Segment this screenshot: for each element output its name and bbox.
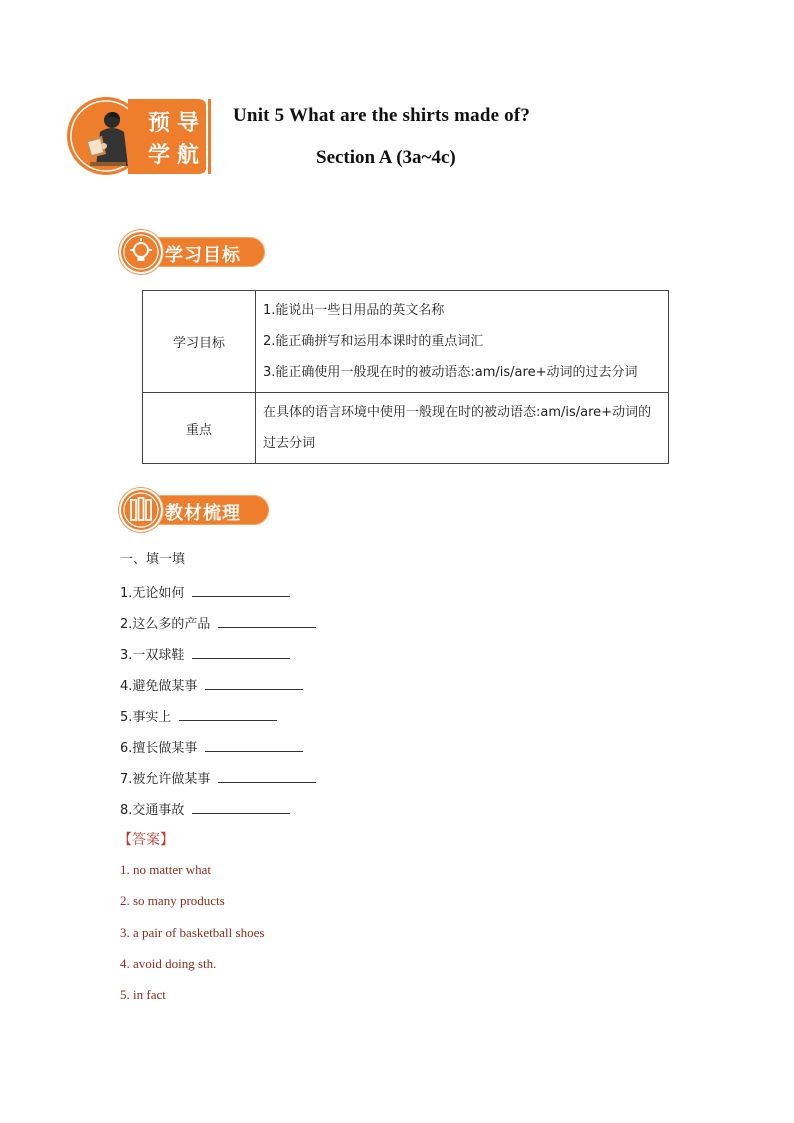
lightbulb-icon [119, 230, 163, 274]
answer-item: 2. so many products [120, 893, 225, 908]
answer-blank[interactable] [192, 646, 290, 659]
answer-blank[interactable] [218, 770, 316, 783]
badge-char-4: 航 [177, 143, 200, 168]
answer-blank[interactable] [179, 708, 277, 721]
list-item: 4.避免做某事 [120, 675, 303, 694]
answer-item: 4. avoid doing sth. [120, 956, 217, 971]
list-item: 2.这么多的产品 [120, 613, 316, 632]
row-body-goals [256, 291, 669, 393]
books-icon [119, 488, 163, 532]
answer-blank[interactable] [218, 615, 316, 628]
list-item: 7.被允许做某事 [120, 768, 316, 787]
badge-char-1: 预 [148, 111, 171, 136]
review-banner [119, 488, 269, 532]
answer-blank[interactable] [205, 677, 303, 690]
fill-section-title: 一、填一填 [120, 552, 186, 567]
objectives-table [142, 290, 669, 464]
answer-header: 【答案】 [118, 832, 174, 848]
list-item: 3.一双球鞋 [120, 644, 290, 663]
page-title: Unit 5 What are the shirts made of? [233, 105, 531, 126]
header-badge [66, 96, 216, 176]
focus-line-2: 过去分词 [263, 436, 316, 451]
list-item: 8.交通事故 [120, 799, 290, 818]
row-body-focus [256, 393, 669, 464]
goal-line-2: 2.能正确拼写和运用本课时的重点词汇 [263, 334, 484, 349]
answer-item: 1. no matter what [120, 862, 211, 877]
answer-blank[interactable] [205, 739, 303, 752]
review-banner-label: 教材梳理 [165, 503, 241, 524]
answer-item: 5. in fact [120, 987, 166, 1002]
list-item: 1.无论如何 [120, 582, 290, 601]
goals-banner [119, 230, 265, 274]
goals-banner-label: 学习目标 [165, 245, 241, 266]
answer-item: 3. a pair of basketball shoes [120, 925, 265, 940]
goal-line-1: 1.能说出一些日用品的英文名称 [263, 303, 445, 318]
page-subtitle: Section A (3a~4c) [316, 147, 456, 168]
answer-blank[interactable] [192, 801, 290, 814]
row-head-goals: 学习目标 [143, 291, 256, 393]
list-item: 5.事实上 [120, 706, 277, 725]
list-item: 6.擅长做某事 [120, 737, 303, 756]
table-row [143, 393, 669, 464]
goal-line-3: 3.能正确使用一般现在时的被动语态:am/is/are+动词的过去分词 [263, 365, 638, 380]
answer-blank[interactable] [192, 584, 290, 597]
table-row [143, 291, 669, 393]
row-head-focus: 重点 [143, 393, 256, 464]
focus-line-1: 在具体的语言环境中使用一般现在时的被动语态:am/is/are+动词的 [263, 405, 652, 420]
badge-char-3: 学 [148, 143, 171, 168]
badge-char-2: 导 [177, 111, 200, 136]
